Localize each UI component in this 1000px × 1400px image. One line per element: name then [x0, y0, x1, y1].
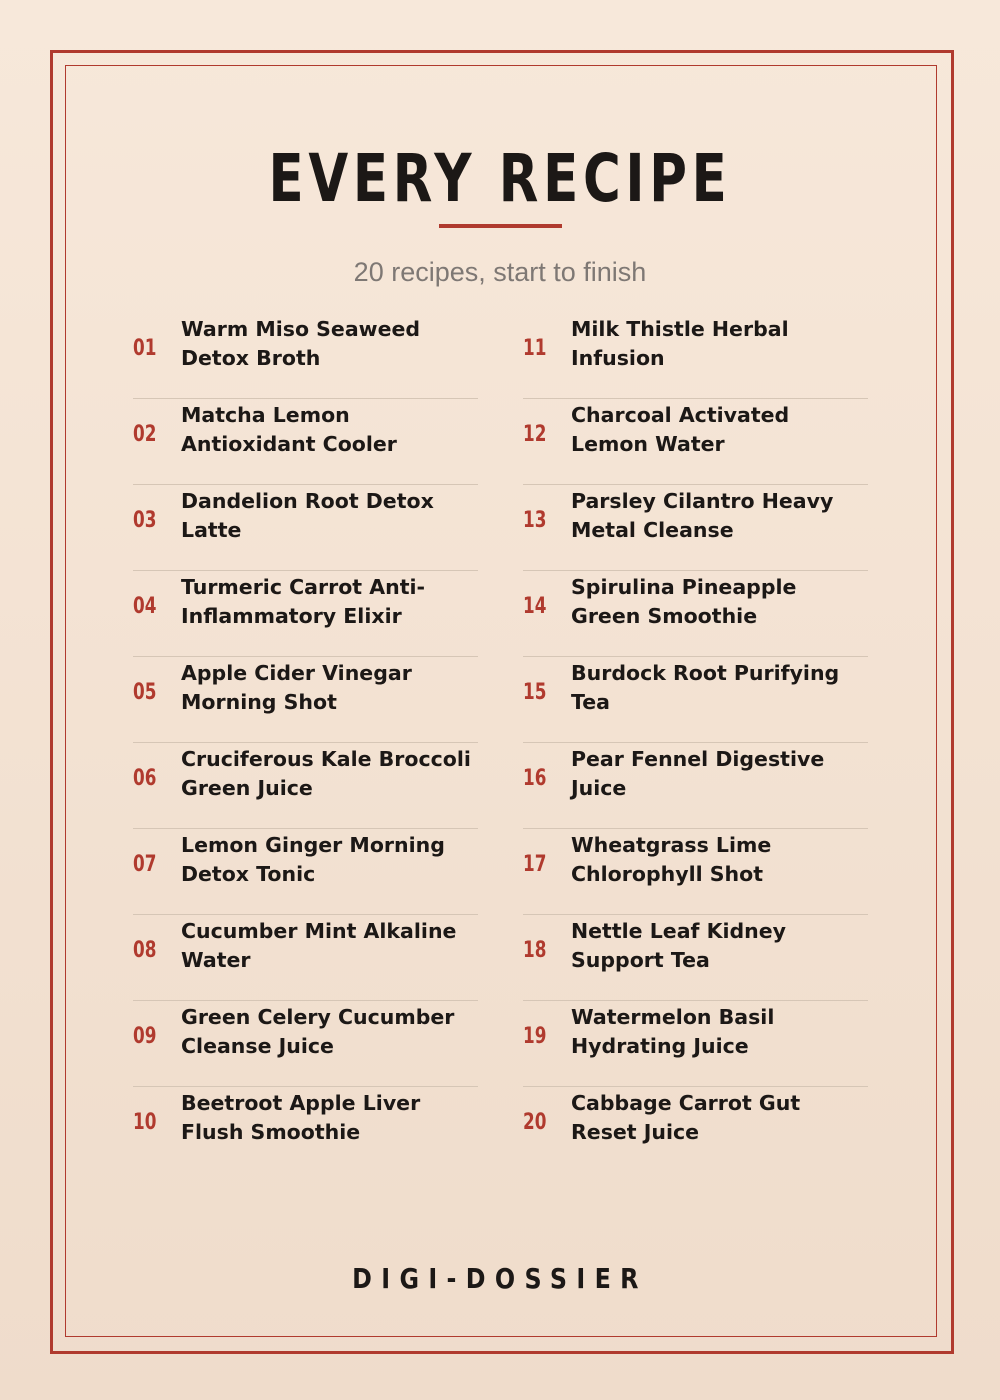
recipe-item: [523, 829, 868, 915]
recipe-number: 05: [133, 680, 157, 705]
recipe-name: Cabbage Carrot Gut Reset Juice: [571, 1091, 801, 1144]
recipe-item: [133, 915, 478, 1001]
recipe-number: 16: [523, 766, 547, 791]
recipe-number: 13: [523, 508, 547, 533]
recipe-item: [523, 915, 868, 1001]
page-title: EVERY RECIPE: [268, 140, 732, 217]
recipe-name: Spirulina Pineapple Green Smoothie: [571, 575, 797, 628]
recipe-item: [523, 1001, 868, 1087]
recipe-name: Lemon Ginger Morning Detox Tonic: [181, 833, 445, 886]
recipe-item: [133, 1001, 478, 1087]
title-underline: [439, 224, 562, 228]
recipe-item: [523, 485, 868, 571]
recipe-item: [523, 657, 868, 743]
recipe-item: [523, 399, 868, 485]
recipe-number: 15: [523, 680, 547, 705]
recipe-name: Cruciferous Kale Broccoli Green Juice: [181, 747, 471, 800]
recipe-number: 03: [133, 508, 157, 533]
recipe-name: Green Celery Cucumber Cleanse Juice: [181, 1005, 455, 1058]
recipe-number: 20: [523, 1110, 547, 1135]
recipe-name: Cucumber Mint Alkaline Water: [181, 919, 457, 972]
recipe-name: Milk Thistle Herbal Infusion: [571, 317, 789, 370]
recipe-number: 01: [133, 336, 157, 361]
recipe-number: 04: [133, 594, 157, 619]
recipe-item: [523, 1087, 868, 1172]
recipe-number: 18: [523, 938, 547, 963]
recipe-item: [133, 1087, 478, 1172]
recipe-item: [133, 743, 478, 829]
recipe-number: 17: [523, 852, 547, 877]
recipe-number: 12: [523, 422, 547, 447]
recipe-name: Watermelon Basil Hydrating Juice: [571, 1005, 775, 1058]
recipe-number: 10: [133, 1110, 157, 1135]
recipe-number: 02: [133, 422, 157, 447]
recipe-name: Warm Miso Seaweed Detox Broth: [181, 317, 421, 370]
recipe-item: [133, 829, 478, 915]
recipe-name: Apple Cider Vinegar Morning Shot: [181, 661, 412, 714]
recipe-item: [133, 485, 478, 571]
recipe-number: 14: [523, 594, 547, 619]
recipe-name: Pear Fennel Digestive Juice: [571, 747, 825, 800]
recipe-list-right: [523, 313, 868, 1172]
recipe-name: Wheatgrass Lime Chlorophyll Shot: [571, 833, 772, 886]
recipe-number: 11: [523, 336, 547, 361]
recipe-name: Burdock Root Purifying Tea: [571, 661, 840, 714]
recipe-name: Dandelion Root Detox Latte: [181, 489, 434, 542]
recipe-item: [133, 313, 478, 399]
recipe-item: [133, 399, 478, 485]
recipe-name: Turmeric Carrot Anti-Inflammatory Elixir: [181, 575, 426, 628]
recipe-name: Matcha Lemon Antioxidant Cooler: [181, 403, 397, 456]
recipe-number: 19: [523, 1024, 547, 1049]
recipe-item: [523, 743, 868, 829]
recipe-name: Beetroot Apple Liver Flush Smoothie: [181, 1091, 421, 1144]
recipe-list-left: [133, 313, 478, 1172]
recipe-name: Nettle Leaf Kidney Support Tea: [571, 919, 787, 972]
recipe-item: [133, 657, 478, 743]
recipe-item: [523, 313, 868, 399]
recipe-number: 07: [133, 852, 157, 877]
recipe-number: 09: [133, 1024, 157, 1049]
page-subtitle: 20 recipes, start to finish: [353, 257, 647, 287]
recipe-item: [523, 571, 868, 657]
brand-logo-text: DIGI-DOSSIER: [352, 1262, 648, 1295]
recipe-name: Charcoal Activated Lemon Water: [571, 403, 790, 456]
recipe-name: Parsley Cilantro Heavy Metal Cleanse: [571, 489, 834, 542]
recipe-number: 08: [133, 938, 157, 963]
recipe-item: [133, 571, 478, 657]
recipe-number: 06: [133, 766, 157, 791]
